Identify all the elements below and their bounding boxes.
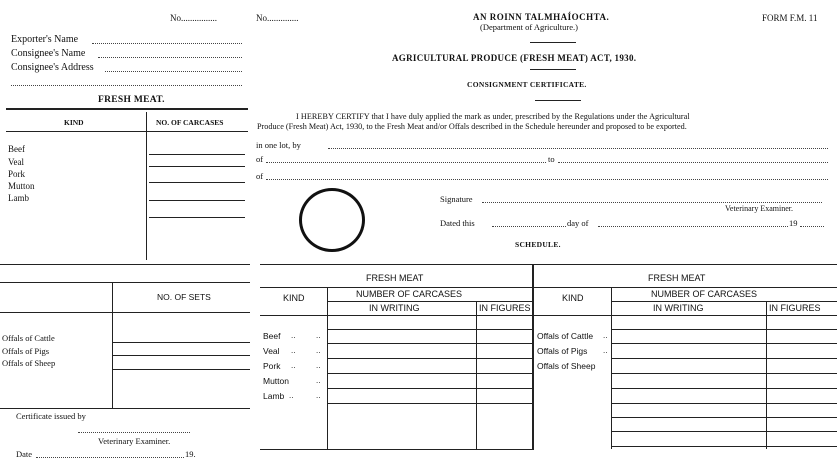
schedule-left-row-line[interactable] <box>327 329 532 330</box>
schedule-right-kind-header: KIND <box>562 293 584 303</box>
veterinary-examiner-label: Veterinary Examiner. <box>725 204 793 213</box>
dated-year-label: 19 <box>789 218 798 228</box>
schedule-left-row-line[interactable] <box>327 358 532 359</box>
schedule-right-row-line[interactable] <box>611 358 837 359</box>
stub-carcase-line[interactable] <box>149 154 245 155</box>
schedule-right-number-header: NUMBER OF CARCASES <box>651 289 758 299</box>
schedule-center-divider <box>532 264 534 450</box>
schedule-left-kind-header: KIND <box>283 293 305 303</box>
divider <box>0 264 250 265</box>
leader-dots: .. <box>291 331 296 340</box>
stub-meat-veal: Veal <box>8 157 24 167</box>
stub-no-of-sets-header: NO. OF SETS <box>157 292 211 302</box>
department-english: (Department of Agriculture.) <box>480 22 578 32</box>
stub-sets-line[interactable] <box>112 369 250 370</box>
issued-by-field[interactable] <box>78 432 190 433</box>
schedule-right-figures-divider <box>766 301 767 449</box>
consignee-address-field-2[interactable] <box>11 85 242 86</box>
leader-dots: .. <box>316 361 321 370</box>
divider <box>530 69 576 70</box>
divider <box>260 315 532 316</box>
schedule-right-row-line[interactable] <box>611 388 837 389</box>
schedule-left-figures-divider <box>476 301 477 449</box>
leader-dots: .. <box>316 331 321 340</box>
schedule-right-row-line[interactable] <box>611 403 837 404</box>
of-field-2[interactable] <box>266 179 828 180</box>
stub-carcases-header: NO. OF CARCASES <box>156 118 224 127</box>
schedule-left-number-header: NUMBER OF CARCASES <box>356 289 463 299</box>
divider <box>530 42 576 43</box>
divider <box>611 301 837 302</box>
schedule-left-in-writing: IN WRITING <box>369 303 420 313</box>
divider <box>0 408 250 409</box>
schedule-left-row-line[interactable] <box>327 373 532 374</box>
certificate-title: CONSIGNMENT CERTIFICATE. <box>467 80 587 89</box>
stub-meat-beef: Beef <box>8 144 25 154</box>
leader-dots: .. <box>316 391 321 400</box>
dated-day-field[interactable] <box>492 226 566 227</box>
schedule-right-kind-divider <box>611 287 612 449</box>
schedule-right-row-line[interactable] <box>611 431 837 432</box>
schedule-left-kind-divider <box>327 287 328 449</box>
schedule-left-fresh-meat: FRESH MEAT <box>366 273 424 283</box>
leader-dots: .. <box>316 376 321 385</box>
official-stamp-circle <box>299 188 365 252</box>
day-of-label: day of <box>567 218 589 228</box>
stub-sets-line[interactable] <box>112 342 250 343</box>
act-title: AGRICULTURAL PRODUCE (FRESH MEAT) ACT, 1930. <box>392 53 637 63</box>
stub-carcase-line[interactable] <box>149 217 245 218</box>
consignee-name-label: Consignee's Name <box>11 48 86 59</box>
schedule-item-offals-sheep: Offals of Sheep <box>537 361 596 371</box>
stub-offals-sheep: Offals of Sheep <box>2 358 56 368</box>
schedule-item-beef: Beef <box>263 331 281 341</box>
certificate-text-line-1: I HEREBY CERTIFY that I have duly applied the mark as under, prescribed by the Regulations under the Agricultural <box>296 112 690 121</box>
divider <box>532 287 837 288</box>
stub-date-year: 19. <box>185 449 196 459</box>
divider <box>0 282 250 283</box>
exporter-name-label: Exporter's Name <box>11 34 79 45</box>
schedule-right-row-line[interactable] <box>611 373 837 374</box>
stub-date-label: Date <box>16 449 33 459</box>
schedule-right-row-line[interactable] <box>611 417 837 418</box>
schedule-right-row-line[interactable] <box>611 329 837 330</box>
form-number: FORM F.M. 11 <box>762 13 818 23</box>
stub-number: No................ <box>170 13 217 23</box>
schedule-item-lamb: Lamb <box>263 391 285 401</box>
dated-month-field[interactable] <box>598 226 788 227</box>
stub-offals-pigs: Offals of Pigs <box>2 346 50 356</box>
schedule-right-row-line[interactable] <box>611 446 837 447</box>
leader-dots: .. <box>603 346 608 355</box>
stub-sets-line[interactable] <box>112 355 250 356</box>
divider <box>6 108 248 110</box>
certificate-text-line-2: Produce (Fresh Meat) Act, 1930, to the Fresh Meat and/or Offals described in the Schedule hereunder and proposed to be exported. <box>257 122 687 131</box>
stub-offals-cattle: Offals of Cattle <box>2 333 55 343</box>
schedule-heading: SCHEDULE. <box>515 240 561 249</box>
stub-meat-pork: Pork <box>8 169 26 179</box>
stub-meat-mutton: Mutton <box>8 181 35 191</box>
dated-year-field[interactable] <box>800 226 824 227</box>
to-field[interactable] <box>558 162 828 163</box>
stub-veterinary-examiner: Veterinary Examiner. <box>98 436 171 446</box>
signature-field[interactable] <box>482 202 822 203</box>
stub-column-divider <box>146 112 147 260</box>
department-irish: AN ROINN TALMHAÍOCHTA. <box>473 12 610 22</box>
consignee-address-field[interactable] <box>105 71 242 72</box>
consignee-address-label: Consignee's Address <box>11 62 94 73</box>
divider <box>327 301 532 302</box>
schedule-left-in-figures: IN FIGURES <box>479 303 531 313</box>
schedule-right-in-writing: IN WRITING <box>653 303 704 313</box>
leader-dots: .. <box>291 361 296 370</box>
schedule-left-row-line[interactable] <box>327 343 532 344</box>
schedule-item-offals-cattle: Offals of Cattle <box>537 331 594 341</box>
schedule-left-row-line[interactable] <box>327 388 532 389</box>
divider <box>0 312 250 313</box>
consignee-name-field[interactable] <box>98 57 242 58</box>
in-one-lot-field[interactable] <box>328 148 828 149</box>
to-label: to <box>548 154 555 164</box>
schedule-top-border <box>260 264 837 265</box>
of-field-1[interactable] <box>266 162 546 163</box>
stub-carcase-line[interactable] <box>149 182 245 183</box>
stub-date-field[interactable] <box>36 457 184 458</box>
schedule-bottom-border <box>260 449 532 450</box>
certificate-number: No.............. <box>256 13 299 23</box>
schedule-item-mutton: Mutton <box>263 376 289 386</box>
stub-offals-column-divider <box>112 282 113 408</box>
dated-this-label: Dated this <box>440 218 475 228</box>
schedule-right-fresh-meat: FRESH MEAT <box>648 273 706 283</box>
in-one-lot-label: in one lot, by <box>256 140 301 150</box>
leader-dots: .. <box>316 346 321 355</box>
schedule-right-row-line[interactable] <box>611 343 837 344</box>
exporter-name-field[interactable] <box>92 43 242 44</box>
stub-kind-header: KIND <box>64 118 84 127</box>
schedule-left-row-line[interactable] <box>327 403 532 404</box>
divider <box>260 287 532 288</box>
divider <box>535 100 581 101</box>
divider <box>6 131 248 132</box>
stub-carcase-line[interactable] <box>149 200 245 201</box>
schedule-item-pork: Pork <box>263 361 281 371</box>
stub-meat-lamb: Lamb <box>8 193 29 203</box>
stub-fresh-meat-heading: FRESH MEAT. <box>98 95 165 105</box>
leader-dots: .. <box>291 346 296 355</box>
schedule-right-in-figures: IN FIGURES <box>769 303 821 313</box>
divider <box>532 315 837 316</box>
of-label-2: of <box>256 171 264 181</box>
stub-carcase-line[interactable] <box>149 166 245 167</box>
of-label-1: of <box>256 154 264 164</box>
leader-dots: .. <box>603 331 608 340</box>
signature-label: Signature <box>440 194 473 204</box>
leader-dots: .. <box>289 391 294 400</box>
schedule-item-offals-pigs: Offals of Pigs <box>537 346 588 356</box>
certificate-issued-by-label: Certificate issued by <box>16 411 86 421</box>
schedule-item-veal: Veal <box>263 346 280 356</box>
